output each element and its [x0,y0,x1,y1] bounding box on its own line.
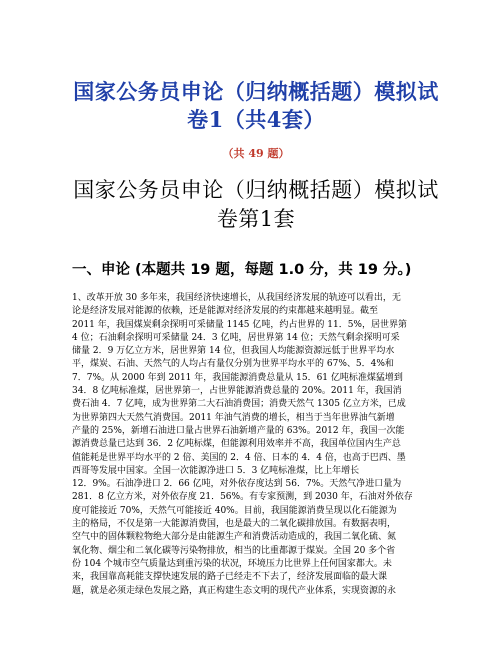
passage-line: 产量的 25%，新增石油进口量占世界石油新增产量的 63%。2012 年，我国一次能 [72,425,405,436]
passage-text [72,292,440,598]
passage-line: 34．8 亿吨标准煤，居世界第一，占世界能源消费总量的 20%。2011 年，我国消 [72,386,402,397]
passage-line: 氧化物、烟尘和二氧化碳等污染物排放，相当的比重都源于煤炭。全国 20 多个省 [72,545,396,556]
passage-line: 论是经济发展对能源的依赖，还是能源对经济发展的约束都越来越明显。截至 [72,306,379,317]
question-count-note: （共 49 题） [222,147,290,160]
passage-line: 来，我国靠高耗能支撑快速发展的路子已经走不下去了，经济发展面临的最大课 [72,572,388,583]
passage-line: 值能耗是世界平均水平的 2 倍、美国的 2．4 倍、日本的 4．4 倍，也高于巴西、墨 [72,452,406,463]
paper-title: 国家公务员申论（归纳概括题）模拟试卷第1套 [73,178,439,231]
passage-line: 12．9%。石油净进口 2．66 亿吨，对外依存度达到 56．7%。天然气净进口量为 [72,479,402,490]
passage-line: 2011 年，我国煤炭剩余探明可采储量 1145 亿吨，约占世界的 11．5%，居世界第 [72,319,407,330]
passage-line: 空气中的固体颗粒物绝大部分是由能源生产和消费活动造成的，我国二氧化硫、氮 [72,532,397,543]
passage-line: 平，煤炭、石油、天然气的人均占有量仅分别为世界平均水平的 67%、5．4%和 [72,359,394,370]
passage-line: 题，就是必须走绿色发展之路，真正构建生态文明的现代产业体系，实现资源的永 [72,585,397,596]
passage-line: 源消费总量已达到 36．2 亿吨标煤，但能源利用效率并不高，我国单位国内生产总 [72,439,401,450]
passage-line: 储量 2．9 万亿立方米，居世界第 14 位，但我国人均能源资源远低于世界平均水 [72,346,395,357]
passage-line: 7．7%。从 2000 年到 2011 年，我国能源消费总量从 15．61 亿吨标准煤猛增到 [72,372,403,383]
section-heading: 一、申论 (本题共 19 题，每题 1.0 分，共 19 分。) [72,262,412,278]
passage-line: 为世界第四大天然气消费国。2011 年油气消费的增长，相当于当年世界油气新增 [72,412,395,423]
passage-line: 份 104 个城市空气质量达到重污染的状况，环境压力比世界上任何国家都大。未 [72,558,392,569]
passage-line: 费石油 4．7 亿吨，成为世界第二大石油消费国；消费天然气 1305 亿立方米，已成 [72,399,406,410]
passage-line: 1、改革开放 30 多年来，我国经济快速增长，从我国经济发展的轨迹可以看出，无 [72,293,401,303]
passage-line: 西哥等发展中国家。全国一次能源净进口 5．3 亿吨标准煤，比上年增长 [72,465,360,476]
document-title: 国家公务员申论（归纳概括题）模拟试卷1（共4套） [73,79,439,132]
passage-line: 281．8 亿立方米，对外依存度 21．56%。有专家预测，到 2030 年，石油对外依存 [72,492,413,503]
passage-line: 度可能接近 70%，天然气可能接近 40%。目前，我国能源消费呈现以化石能源为 [72,505,397,516]
passage-line: 4 位；石油剩余探明可采储量 24．3 亿吨，居世界第 14 位；天然气剩余探明可采 [72,332,400,343]
passage-line: 主的格局，不仅是第一大能源消费国，也是最大的二氧化碳排放国。有数据表明， [72,519,397,530]
